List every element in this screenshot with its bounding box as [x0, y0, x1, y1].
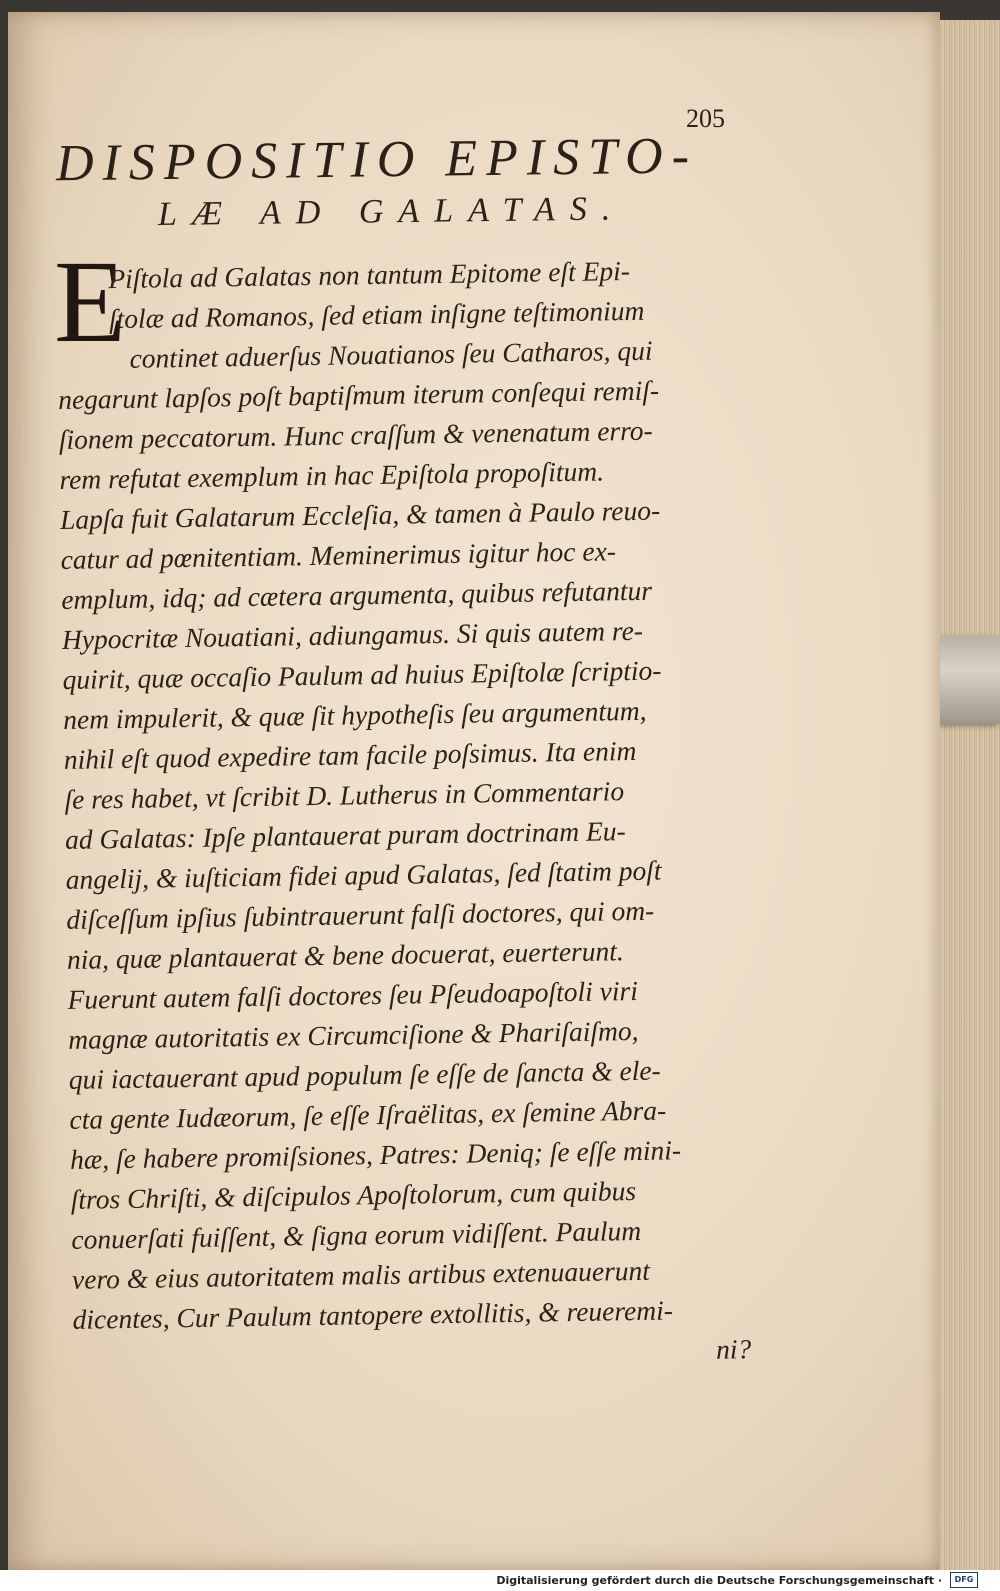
text-line: cta gente Iudæorum, ſe eſſe Iſraëlitas, ex ſemine Abra- — [69, 1094, 667, 1135]
text-line: emplum, idq; ad cætera argumenta, quibus refutantur — [61, 574, 653, 615]
text-line: angelij, & iuſticiam fidei apud Galatas, ſed ſtatim poſt — [65, 854, 662, 895]
text-line: nem impulerit, & quæ ſit hypotheſis ſeu argumentum, — [62, 694, 647, 735]
book-page — [8, 12, 940, 1570]
text-line: ſe res habet, vt ſcribit D. Lutherus in Commentario — [64, 775, 625, 815]
text-line: ſionem peccatorum. Hunc craſſum & venenatum erro- — [58, 414, 653, 455]
text-line: continet aduerſus Nouatianos ſeu Catharos, qui — [129, 334, 653, 374]
text-line: magnæ autoritatis ex Circumciſione & Phariſaiſmo, — [68, 1014, 639, 1055]
footer-bar — [0, 1570, 1000, 1591]
catchword: ni? — [715, 1333, 752, 1365]
text-line: Hypocritæ Nouatiani, adiungamus. Si quis autem re- — [61, 614, 644, 655]
text-line: vero & eius autoritatem malis artibus extenuauerunt — [71, 1254, 651, 1295]
text-line: Piſtola ad Galatas non tantum Epitome eſt Epi- — [108, 254, 631, 295]
text-line: hæ, ſe habere promiſsiones, Patres: Deniq; ſe eſſe mini- — [69, 1134, 682, 1175]
drop-cap: E — [54, 236, 127, 367]
text-line: ad Galatas: Ipſe plantauerat puram doctrinam Eu- — [64, 815, 626, 855]
text-line: Lapſa fuit Galatarum Eccleſia, & tamen à Paulo reuo- — [59, 494, 661, 535]
text-line: dicentes, Cur Paulum tantopere extollitis, & reueremi- — [72, 1294, 674, 1335]
page-clip — [930, 636, 1000, 724]
text-line: conuerſati fuiſſent, & ſigna eorum vidiſſent. Paulum — [71, 1214, 642, 1255]
text-line: rem refutat exemplum in hac Epiſtola propoſitum. — [59, 455, 605, 495]
footer-credit: Digitalisierung gefördert durch die Deutsche Forschungsgemeinschaft · — [496, 1574, 942, 1587]
dfg-logo-icon[interactable]: DFG — [950, 1572, 978, 1588]
text-line: qui iactauerant apud populum ſe eſſe de ſancta & ele- — [68, 1054, 661, 1095]
text-line: Fuerunt autem falſi doctores ſeu Pſeudoapoſtoli viri — [67, 974, 639, 1015]
text-line: ſtolæ ad Romanos, ſed etiam inſigne teſtimonium — [108, 294, 645, 335]
body-text — [54, 236, 764, 1380]
title-line-1: DISPOSITIO EPISTO- — [55, 127, 699, 193]
page-number: 205 — [686, 104, 725, 133]
text-line: nihil eſt quod expedire tam facile poſsimus. Ita enim — [63, 734, 637, 775]
title-line-2: LÆ AD GALATAS. — [157, 190, 626, 234]
text-line: quirit, quæ occaſio Paulum ad huius Epiſtolæ ſcriptio- — [62, 654, 662, 695]
text-line: nia, quæ plantauerat & bene docuerat, euerterunt. — [66, 935, 624, 975]
text-line: catur ad pœnitentiam. Meminerimus igitur hoc ex- — [60, 535, 617, 575]
text-line: ſtros Chriſti, & diſcipulos Apoſtolorum, cum quibus — [70, 1175, 637, 1215]
text-line: diſceſſum ipſius ſubintrauerunt falſi doctores, qui om- — [66, 894, 655, 935]
text-line: negarunt lapſos poſt baptiſmum iterum conſequi remiſ- — [57, 374, 660, 415]
